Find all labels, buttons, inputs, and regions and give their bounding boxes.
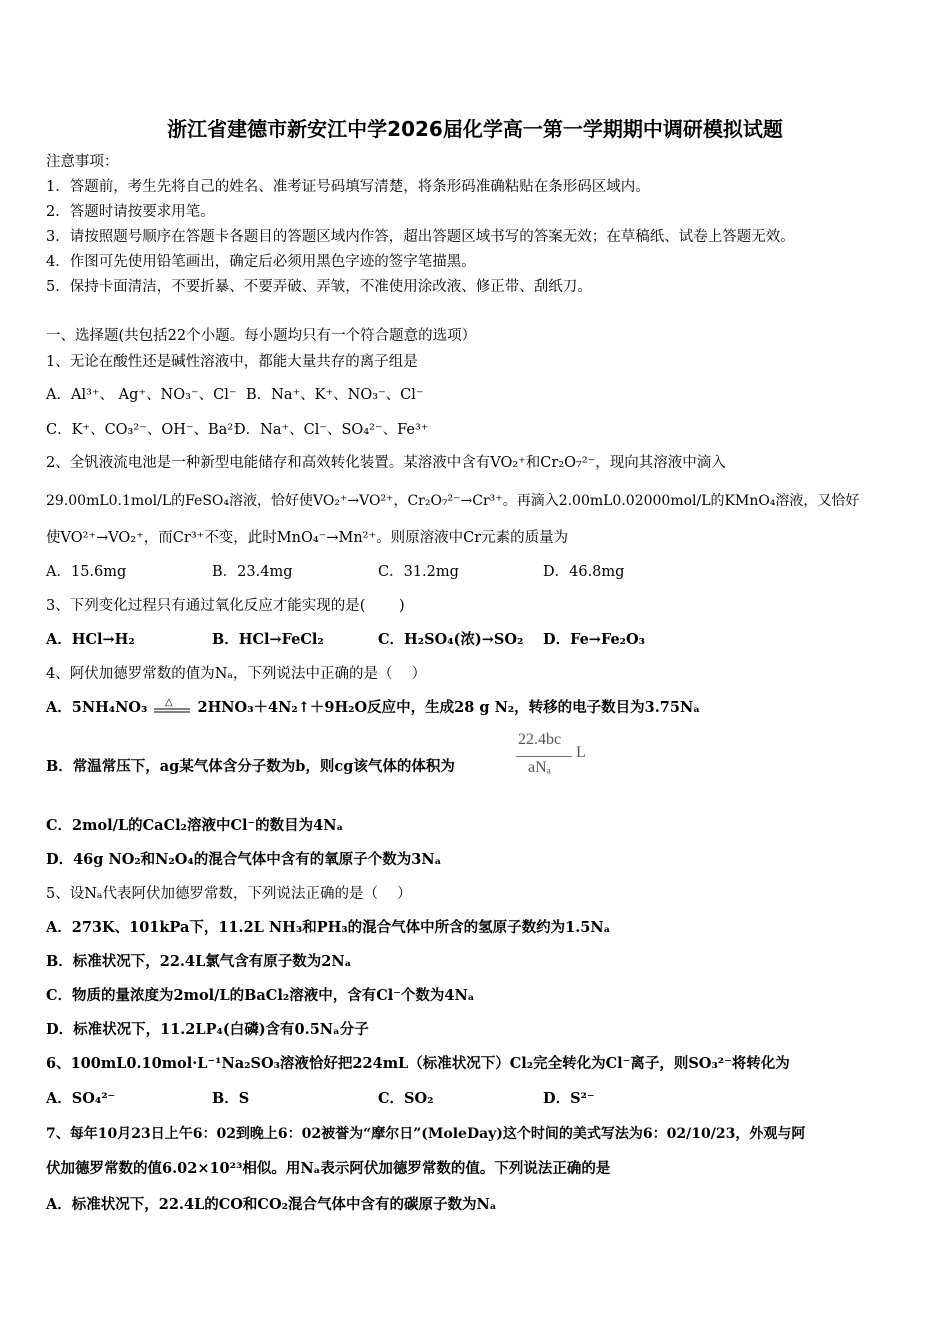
question-3-stem: 3、下列变化过程只有通过氧化反应才能实现的是( ) <box>46 598 405 614</box>
q2-option-a: A．15.6mg <box>46 564 127 580</box>
q1-option-a: A．Al³⁺、 Ag⁺、NO₃⁻、Cl⁻ <box>46 387 237 403</box>
q4-option-a-right: 2HNO₃＋4N₂↑＋9H₂O反应中，生成28 g N₂，转移的电子数目为3.75Nₐ <box>197 699 700 716</box>
fraction-bar <box>516 756 572 757</box>
page-title: 浙江省建德市新安江中学2026届化学高一第一学期期中调研模拟试题 <box>167 117 783 141</box>
heat-symbol: △ <box>165 697 174 708</box>
q3-option-d: D．Fe→Fe₂O₃ <box>543 631 646 648</box>
fraction-denominator: aNₐ <box>528 759 552 776</box>
question-1-stem: 1、无论在酸性还是碱性溶液中，都能大量共存的离子组是 <box>46 354 418 370</box>
question-2-line: 2、全钒液流电池是一种新型电能储存和高效转化装置。某溶液中含有VO₂⁺和Cr₂O₇²⁻，现向其溶液中滴入 <box>46 455 726 471</box>
fraction-numerator: 22.4bc <box>518 731 562 748</box>
q5-option-d: D．标准状况下，11.2LP₄(白磷)含有0.5Nₐ分子 <box>46 1021 369 1038</box>
section-heading: 一、选择题(共包括22个小题。每小题均只有一个符合题意的选项） <box>46 328 477 344</box>
q1-option-d: D．Na⁺、Cl⁻、SO₄²⁻、Fe³⁺ <box>234 422 429 438</box>
notice-item: 2．答题时请按要求用笔。 <box>46 204 215 220</box>
question-7-line: 伏加德罗常数的值6.02×10²³相似。用Nₐ表示阿伏加德罗常数的值。下列说法正确的是 <box>46 1160 611 1177</box>
q6-option-b: B．S <box>212 1090 250 1107</box>
q1-option-c: C．K⁺、CO₃²⁻、OH⁻、Ba²⁺ <box>46 422 241 438</box>
q4-option-a-left: A．5NH₄NO₃ <box>46 699 148 716</box>
q3-option-b: B．HCl→FeCl₂ <box>212 631 324 648</box>
notice-item: 5．保持卡面清洁，不要折暴、不要弄破、弄皱，不准使用涂改液、修正带、刮纸刀。 <box>46 279 592 295</box>
q7-option-a: A．标准状况下，22.4L的CO和CO₂混合气体中含有的碳原子数为Nₐ <box>46 1196 497 1213</box>
q4-option-b: B．常温常压下，ag某气体含分子数为b，则cg该气体的体积为 <box>46 758 455 775</box>
notice-item: 1．答题前，考生先将自己的姓名、准考证号码填写清楚，将条形码准确粘贴在条形码区域内。 <box>46 179 650 195</box>
question-5-stem: 5、设Nₐ代表阿伏加德罗常数，下列说法正确的是（ ） <box>46 886 412 902</box>
notice-item: 3．请按照题号顺序在答题卡各题目的答题区域内作答，超出答题区域书写的答案无效；在草稿纸、试卷上答题无效。 <box>46 229 795 245</box>
q1-option-b: B．Na⁺、K⁺、NO₃⁻、Cl⁻ <box>246 387 424 403</box>
q5-option-c: C．物质的量浓度为2mol/L的BaCl₂溶液中，含有Cl⁻个数为4Nₐ <box>46 987 475 1004</box>
notice-header: 注意事项： <box>46 154 119 170</box>
q6-option-d: D．S²⁻ <box>543 1090 595 1107</box>
volume-fraction <box>516 731 588 783</box>
question-2-line: 29.00mL0.1mol/L的FeSO₄溶液，恰好使VO₂⁺→VO²⁺，Cr₂O₇²⁻→Cr³⁺。再滴入2.00mL0.02000mol/L的KMnO₄溶液，又恰好 <box>46 493 860 509</box>
question-7-line: 7、每年10月23日上午6：02到晚上6：02被誉为“摩尔日”(MoleDay)这个时间的美式写法为6：02/10/23，外观与阿 <box>46 1126 806 1142</box>
heat-condition-arrow <box>152 697 192 716</box>
q2-option-d: D．46.8mg <box>543 564 625 580</box>
question-6-stem: 6、100mL0.10mol·L⁻¹Na₂SO₃溶液恰好把224mL（标准状况下）Cl₂完全转化为Cl⁻离子，则SO₃²⁻将转化为 <box>46 1055 790 1072</box>
q4-option-c: C．2mol/L的CaCl₂溶液中Cl⁻的数目为4Nₐ <box>46 817 344 834</box>
q5-option-b: B．标准状况下，22.4L氯气含有原子数为2Nₐ <box>46 953 352 970</box>
question-4-stem: 4、阿伏加德罗常数的值为Nₐ，下列说法中正确的是（ ） <box>46 666 427 682</box>
q3-option-a: A．HCl→H₂ <box>46 631 135 648</box>
q3-option-c: C．H₂SO₄(浓)→SO₂ <box>378 631 524 648</box>
q2-option-b: B．23.4mg <box>212 564 293 580</box>
q6-option-a: A．SO₄²⁻ <box>46 1090 116 1107</box>
q5-option-a: A．273K、101kPa下，11.2L NH₃和PH₃的混合气体中所含的氢原子数约为1.5Nₐ <box>46 919 611 936</box>
q4-option-d: D．46g NO₂和N₂O₄的混合气体中含有的氧原子个数为3Nₐ <box>46 851 442 868</box>
question-2-line: 使VO²⁺→VO₂⁺，而Cr³⁺不变，此时MnO₄⁻→Mn²⁺。则原溶液中Cr元素的质量为 <box>46 530 569 546</box>
q6-option-c: C．SO₂ <box>378 1090 434 1107</box>
fraction-unit: L <box>576 744 586 761</box>
q4-option-a <box>46 698 700 718</box>
notice-item: 4．作图可先使用铅笔画出，确定后必须用黑色字迹的签字笔描黑。 <box>46 254 476 270</box>
q2-option-c: C．31.2mg <box>378 564 459 580</box>
